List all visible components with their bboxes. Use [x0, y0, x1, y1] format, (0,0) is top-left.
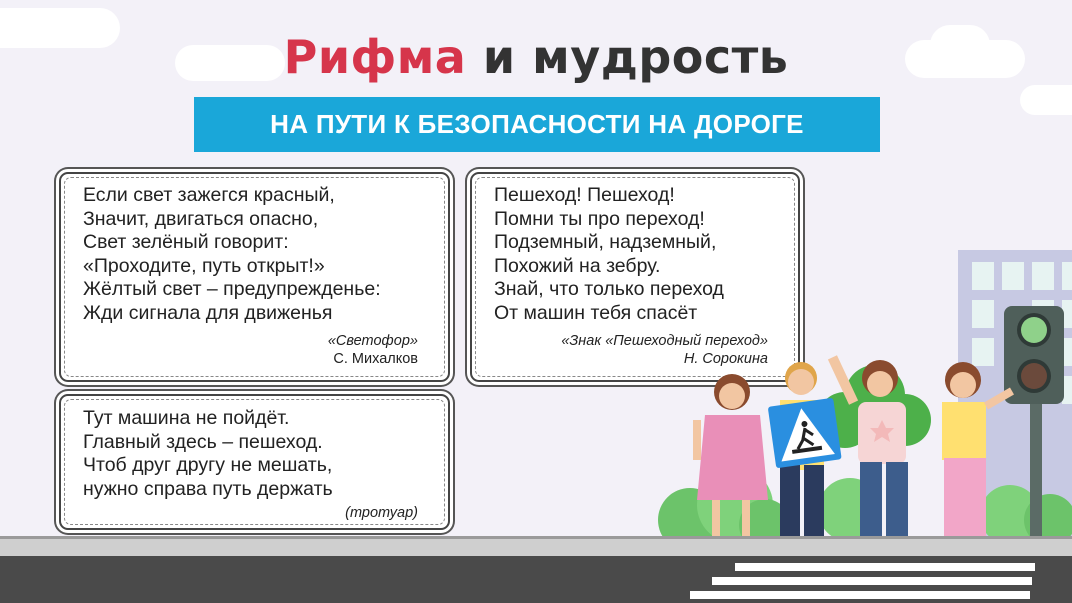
source-author: С. Михалков: [333, 351, 418, 367]
poem-line: Пешеход! Пешеход!: [494, 184, 675, 206]
poem-line: Подземный, надземный,: [494, 231, 717, 253]
poem-source: [345, 504, 418, 522]
source-title: «Знак «Пешеходный переход»: [561, 333, 768, 349]
source-title: (тротуар): [345, 505, 418, 521]
poem-line: Главный здесь – пешеход.: [83, 430, 323, 453]
cloud: [1020, 85, 1072, 115]
title-part-2: и мудрость: [482, 30, 789, 84]
source-title: «Светофор»: [327, 333, 418, 349]
poem-line: Помни ты про переход!: [494, 207, 705, 230]
subtitle-banner: НА ПУТИ К БЕЗОПАСНОСТИ НА ДОРОГЕ: [194, 97, 880, 152]
poem-line: Значит, двигаться опасно,: [83, 207, 319, 230]
pedestrian-crossing-sign-icon: [768, 398, 842, 469]
poem-text: [83, 184, 381, 325]
zebra-stripe: [735, 563, 1035, 571]
poem-line: Похожий на зебру.: [494, 254, 661, 277]
poem-line: Жёлтый свет – предупрежденье:: [83, 278, 381, 300]
poem-line: Свет зелёный говорит:: [83, 231, 289, 253]
poem-line: «Проходите, путь открыт!»: [83, 254, 325, 277]
poem-source: [328, 332, 418, 368]
zebra-stripe: [690, 591, 1030, 599]
poem-line: Тут машина не пойдёт.: [83, 407, 290, 429]
poem-line: Чтоб друг другу не мешать,: [83, 454, 333, 476]
poem-card-traffic-light: [59, 172, 450, 382]
road-scene-illustration: [640, 240, 1072, 556]
poem-text: [83, 407, 333, 501]
poem-line: Если свет зажегся красный,: [83, 184, 335, 206]
title-part-1: Рифма: [283, 30, 467, 84]
poem-line: Жди сигнала для движенья: [83, 301, 333, 324]
poem-card-sidewalk: [59, 394, 450, 530]
zebra-stripe: [712, 577, 1032, 585]
poem-line: От машин тебя спасёт: [494, 301, 698, 324]
poem-line: нужно справа путь держать: [83, 477, 333, 500]
source-author: Н. Сорокина: [683, 351, 768, 367]
poem-line: Знай, что только переход: [494, 278, 724, 300]
page-title: [0, 30, 1072, 84]
